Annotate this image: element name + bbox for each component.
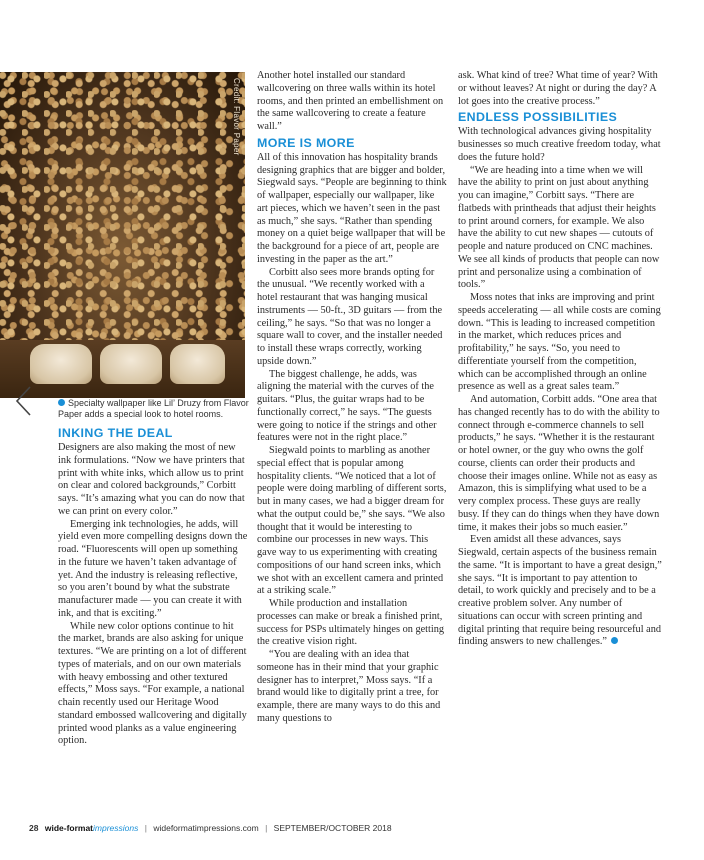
paragraph: While new color options continue to hit the market, brands are also asking for unique textures. “We are printing on a lot of different types of materials, and on our own materials with heavy embossing and other textured effects,” Moss says. “For example, a national chain recently used our Heritage Wood standard embossed wallcovering and digitally printed wood planks as a value engineering option. <box>58 620 247 747</box>
magazine-brand-bold: wide-format <box>44 823 94 833</box>
section-heading-inking-the-deal: INKING THE DEAL <box>58 426 173 440</box>
photo-credit: Credit: Flavor Paper <box>232 78 241 156</box>
paragraph: Siegwald points to marbling as another special effect that is popular among hospitality clients. “We noticed that a lot of people were doing marbling of different sorts, but in many cases, we had a bigger dream for what the output could be,” she says. “We also thought that it would be interesting to combine our processes in new ways. This gave way to us experimenting with creating compositions of our hand screen inks, which we shot with an excellent camera and printed at a striking scale.” <box>257 445 447 597</box>
website-link[interactable]: wideformatimpressions.com <box>153 823 259 833</box>
previous-page-arrow-icon[interactable] <box>14 385 32 417</box>
paragraph: And automation, Corbitt adds. “One area that has changed recently has to do with the ability to connect through e-commerce channels to sell products,” he says. “Whether it is the restaurant or hotel owner, or the guy who owns the golf course, clients can order their products and choose their images online. While not as easy as Amazon, this is simplifying what used to be a very complex process. These guys are really busy. If they can do things when they have down time, it makes their jobs so much easier.” <box>458 394 660 533</box>
page-footer <box>29 823 392 833</box>
paragraph: Another hotel installed our standard wallcovering on three walls within its hotel rooms, and then printed an embellishment on the same wallcovering to create a feature wall.” <box>257 70 444 132</box>
pillow <box>30 344 92 384</box>
article-column-2 <box>257 70 447 726</box>
paragraph: Emerging ink technologies, he adds, will yield even more compelling designs down the road. “Fluorescents will open up something in the future we haven’t taken advantage of yet. And the industry is releasing reflective, so you aren’t bound by what the substrate manufacturer made — you can create it with ink, and that is exciting.” <box>58 518 248 619</box>
article-column-1 <box>58 424 248 748</box>
paragraph-text: Even amidst all these advances, says Siegwald, certain aspects of the business remain the same. “It is important to have a great design,” she says. “It is important to pay attention to detail, to work quickly and precisely and to be a creative problem solver. Any number of situations can occur with screen printing and digital printing that require being resourceful and finding answers to new challenges.” <box>458 534 662 648</box>
paragraph: All of this innovation has hospitality brands designing graphics that are bigger and bolder, Siegwald says. “People are beginning to think of wallpaper, especially our wallpaper, like art pieces, which we haven’t seen in the past as much,” she says. “Rather than spending money on a quiet beige wallpaper that will be the background for a piece of art, people are investing in the paper as the art.” <box>257 151 447 265</box>
article-column-3 <box>458 70 663 649</box>
final-paragraph <box>458 534 663 649</box>
magazine-brand-light: impressions <box>93 823 139 833</box>
paragraph: The biggest challenge, he adds, was aligning the material with the curves of the guitars. “Plus, the guitar wraps had to be functionally correct,” he says. “The guests were going to notice if the strings and other features were not in the right place.” <box>257 368 437 444</box>
paragraph: While production and installation processes can make or break a finished print, success for PSPs ultimately hinges on getting the creative vision right. <box>257 598 445 648</box>
paragraph: Designers are also making the most of new ink formulations. “Now we have printers that print with white inks, which allow us to print on clear and colored backgrounds,” Corbitt says. “It’s amazing what you can do now that we can print on every color.” <box>58 442 245 517</box>
photo-caption <box>58 398 254 420</box>
paragraph: “We are heading into a time when we will have the ability to print on just about anything you can imagine,” Corbitt says. “There are flatbeds with printheads that adjust their heights to print around corners, for example. We also have the ability to cut new shapes — cutouts of people and nature produced on CNC machines. We see all kinds of products that people can now print and personalize using a combination of tools.” <box>458 164 660 291</box>
page-number: 28 <box>29 823 39 833</box>
headboard <box>0 340 245 398</box>
section-heading-endless-possibilities: ENDLESS POSSIBILITIES <box>458 110 618 125</box>
end-mark-icon <box>611 637 618 644</box>
wallpaper-photo <box>0 72 245 398</box>
paragraph: Moss notes that inks are improving and print speeds accelerating — all while costs are coming down. “This is leading to increased competition in the market, which reduces prices and profitability,” he says. “So, you need to differentiate yourself from the competition, which can be accomplished through an online presence as well as a great sales team.” <box>458 292 661 393</box>
issue-date: SEPTEMBER/OCTOBER 2018 <box>273 823 392 833</box>
paragraph: ask. What kind of tree? What time of year? With or without leaves? At night or during the day? A lot goes into the creative process.” <box>458 70 658 107</box>
footer-separator: | <box>144 823 147 833</box>
pillow <box>100 344 162 384</box>
caption-text: Specialty wallpaper like Lil’ Druzy from Flavor Paper adds a special look to hotel rooms. <box>58 398 249 419</box>
paragraph: With technological advances giving hospitality businesses so much creative freedom today, what does the future hold? <box>458 126 661 163</box>
paragraph: “You are dealing with an idea that someone has in their mind that your graphic designer has to interpret,” Moss says. “If a brand would like to digitally print a tree, for example, there are many ways to do this and many questions to <box>257 649 441 724</box>
paragraph: Corbitt also sees more brands opting for the unusual. “We recently worked with a hotel restaurant that was hanging musical instruments — 50-ft., 3D guitars — from the ceiling,” he says. “So that was no longer a square wall to cover, and the installer needed to install these wraps correctly, working upside down.” <box>257 266 443 367</box>
footer-separator: | <box>265 823 268 833</box>
pillow <box>170 344 225 384</box>
caption-bullet-icon <box>58 399 65 406</box>
section-heading-more-is-more: MORE IS MORE <box>257 135 355 150</box>
